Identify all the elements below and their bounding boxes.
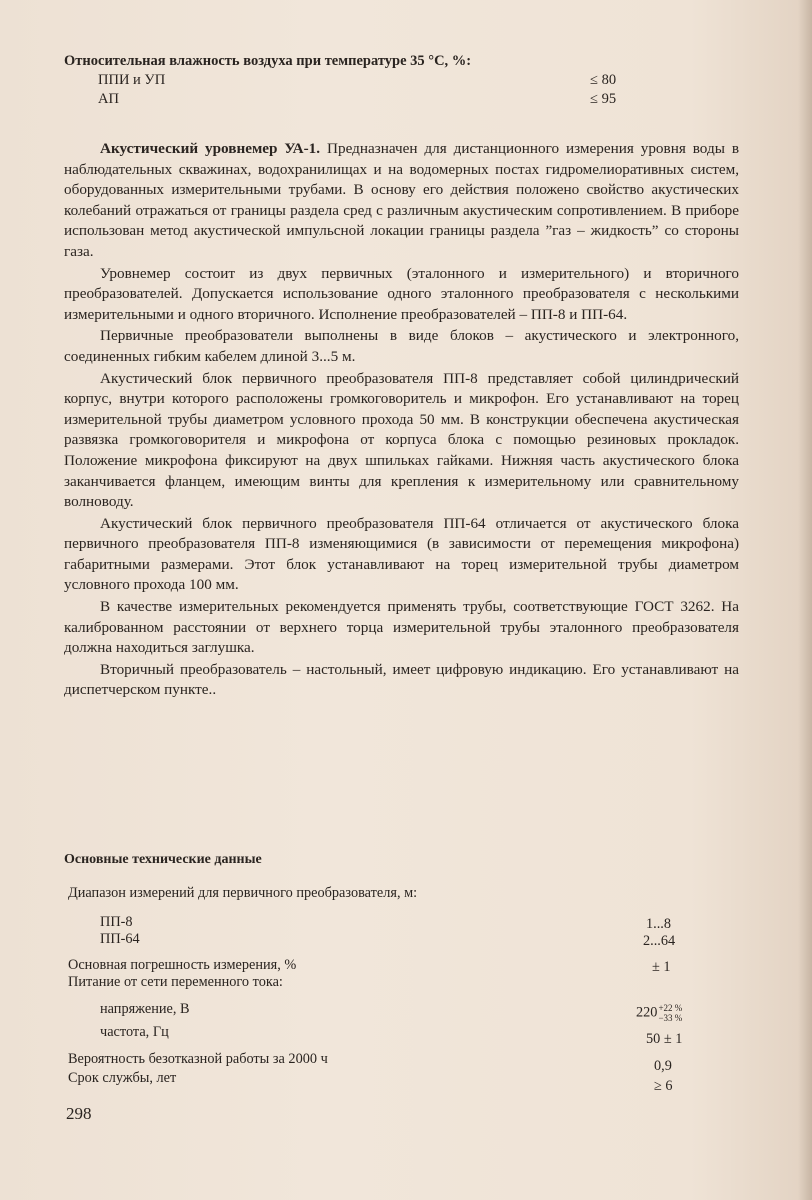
life-label: Срок службы, лет [68,1070,177,1086]
pp8-value: 1...8 [646,916,672,932]
reliability-label: Вероятность безотказной работы за 2000 ч [68,1051,328,1067]
reliability-value: 0,9 [654,1058,672,1074]
paragraph-text: Уровнемер состоит из двух первичных (эталонного и измерительного) и вторичного преобразователей. Допускается использование одного эталонного преобразователя с несколькими измерительными и одного вторичного. Исполнение преобразователей – ПП-8 и ПП-64. [64,264,739,323]
paragraph-lead: Акустический уровнемер УА-1. [100,140,321,157]
freq-value: 50 ± 1 [646,1031,683,1047]
pp8-label: ПП-8 [100,914,133,930]
body-text [64,139,739,702]
paragraph [64,514,739,596]
paragraph [64,660,739,701]
humidity-row [64,90,740,109]
paragraph [64,139,739,263]
humidity-value: ≤ 95 [590,91,617,107]
humidity-label: АП [98,91,119,107]
voltage-minus: −33 % [658,1013,683,1023]
paragraph [64,369,739,513]
error-label: Основная погрешность измерения, % [68,957,297,973]
humidity-row [64,71,740,90]
paragraph [64,326,739,367]
paragraph [64,597,739,659]
pp64-label: ПП-64 [100,931,140,947]
paragraph-text: Акустический блок первичного преобразователя ПП-64 отличается от акустического блока первичного преобразователя ПП-8 изменяющимися (в зависимости от перемещения микрофона) габаритными размерами. Этот блок устанавливают на торец измерительной трубы диаметром условного прохода 100 мм. [64,514,739,594]
specs-list [68,885,700,1095]
humidity-title: Относительная влажность воздуха при температуре 35 °C, %: [64,53,472,69]
paragraph-text: Первичные преобразователи выполнены в виде блоков – акустического и электронного, соединенных гибким кабелем длиной 3...5 м. [64,327,739,365]
humidity-title-row [64,52,740,71]
pp64-value: 2...64 [643,933,676,949]
page-spine-shadow [798,0,812,1200]
range-title: Диапазон измерений для первичного преобразователя, м: [68,885,418,901]
voltage-value [636,1003,682,1023]
error-value: ± 1 [652,959,671,975]
voltage-main: 220 [636,1004,658,1021]
paragraph [64,264,739,326]
page-number: 298 [66,1104,92,1123]
voltage-label: напряжение, В [100,1001,190,1017]
voltage-plus: +22 % [658,1003,683,1013]
humidity-value: ≤ 80 [590,72,617,88]
paragraph-text: В качестве измерительных рекомендуется применять трубы, соответствующие ГОСТ 3262. На калиброванном расстоянии от верхнего торца измерительной трубы эталонного преобразователя должна находиться заглушка. [64,598,739,657]
life-value: ≥ 6 [654,1078,673,1094]
power-title: Питание от сети переменного тока: [68,974,283,990]
humidity-block [64,52,740,109]
paragraph-text: Акустический блок первичного преобразователя ПП-8 представляет собой цилиндрический корпус, внутри которого расположены громкоговоритель и микрофон. Его устанавливают на торец измерительной трубы диаметром условного прохода 50 мм. В конструкции обеспечена акустическая развязка громкоговорителя и микрофона от корпуса блока с помощью резиновых прокладок. Положение микрофона фиксируют на двух шпильках гайками. Нижняя часть акустического блока заканчивается фланцем, имеющим винты для крепления к измерительному или сравнительному волноводу. [64,369,739,511]
specs-heading: Основные технические данные [64,852,262,867]
humidity-label: ППИ и УП [98,72,166,88]
freq-label: частота, Гц [100,1024,169,1040]
paragraph-text: Вторичный преобразователь – настольный, имеет цифровую индикацию. Его устанавливают на диспетчерском пункте.. [64,660,739,699]
paragraph-text: Предназначен для дистанционного измерения уровня воды в наблюдательных скважинах, водохранилищах и на водомерных постах гидромелиоративных систем, оборудованных измерительными трубами. В основу его действия положено свойство акустических колебаний отражаться от границы раздела сред с различным акустическим сопротивлением. В приборе использован метод акустической импульсной локации границы раздела ”газ – жидкость” со стороны газа. [64,140,739,260]
